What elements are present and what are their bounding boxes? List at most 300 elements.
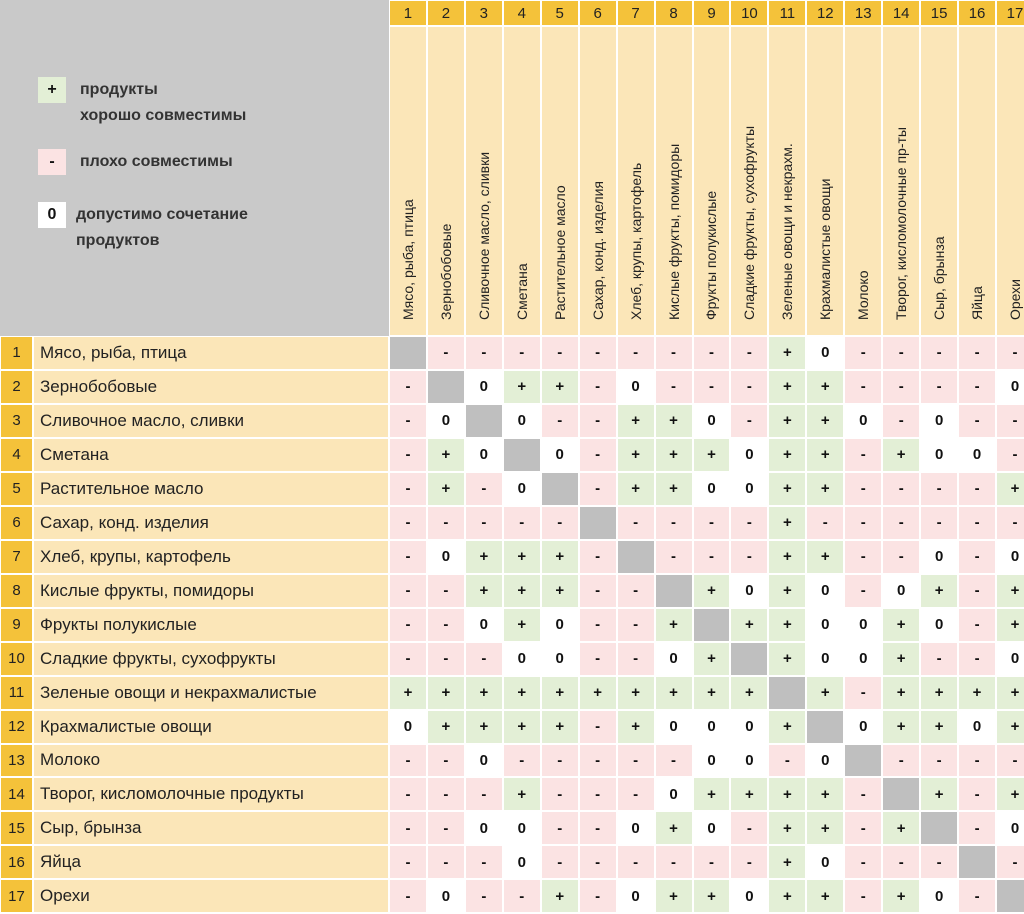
compatibility-cell: -	[428, 575, 464, 607]
compatibility-cell: -	[580, 778, 616, 810]
compatibility-cell: 0	[731, 880, 767, 912]
compatibility-cell: +	[807, 371, 843, 403]
compatibility-cell: -	[959, 575, 995, 607]
row-number: 15	[1, 812, 32, 844]
compatibility-cell: 0	[807, 643, 843, 675]
column-number: 8	[656, 1, 692, 25]
compatibility-cell: -	[845, 778, 881, 810]
diagonal-cell	[959, 846, 995, 878]
row-number: 6	[1, 507, 32, 539]
row-label: Кислые фрукты, помидоры	[34, 575, 388, 607]
row-label: Молоко	[34, 745, 388, 777]
compatibility-cell: -	[618, 337, 654, 369]
compatibility-cell: -	[694, 846, 730, 878]
compatibility-cell: -	[466, 337, 502, 369]
compatibility-cell: -	[845, 541, 881, 573]
compatibility-cell: -	[921, 371, 957, 403]
compatibility-cell: -	[694, 541, 730, 573]
compatibility-cell: +	[921, 778, 957, 810]
compatibility-cell: 0	[731, 575, 767, 607]
compatibility-cell: +	[466, 677, 502, 709]
compatibility-cell: +	[883, 439, 919, 471]
row-label: Сладкие фрукты, сухофрукты	[34, 643, 388, 675]
column-number: 10	[731, 1, 767, 25]
column-number: 9	[694, 1, 730, 25]
compatibility-cell: -	[390, 439, 426, 471]
compatibility-cell: +	[694, 643, 730, 675]
compatibility-cell: -	[921, 846, 957, 878]
diagonal-cell	[504, 439, 540, 471]
compatibility-cell: -	[542, 507, 578, 539]
compatibility-cell: +	[542, 575, 578, 607]
compatibility-cell: -	[542, 846, 578, 878]
column-number: 12	[807, 1, 843, 25]
compatibility-cell: +	[504, 609, 540, 641]
compatibility-cell: 0	[618, 812, 654, 844]
diagonal-cell	[921, 812, 957, 844]
column-header-label: Сахар, конд. изделия	[589, 181, 606, 320]
compatibility-cell: 0	[428, 405, 464, 437]
compatibility-cell: -	[883, 371, 919, 403]
column-header	[731, 27, 767, 335]
compatibility-cell: -	[959, 880, 995, 912]
compatibility-cell: +	[504, 711, 540, 743]
compatibility-cell: -	[997, 846, 1024, 878]
compatibility-cell: 0	[694, 473, 730, 505]
compatibility-cell: +	[807, 880, 843, 912]
compatibility-cell: -	[959, 405, 995, 437]
compatibility-cell: -	[504, 337, 540, 369]
row-label: Хлеб, крупы, картофель	[34, 541, 388, 573]
compatibility-cell: +	[769, 371, 805, 403]
compatibility-cell: 0	[694, 405, 730, 437]
compatibility-cell: +	[656, 880, 692, 912]
compatibility-cell: -	[618, 609, 654, 641]
compatibility-cell: -	[390, 745, 426, 777]
compatibility-cell: -	[883, 846, 919, 878]
row-number: 2	[1, 371, 32, 403]
compatibility-cell: -	[959, 609, 995, 641]
legend-plus	[38, 77, 246, 129]
column-header	[618, 27, 654, 335]
compatibility-cell: 0	[845, 711, 881, 743]
compatibility-cell: 0	[694, 745, 730, 777]
compatibility-cell: -	[504, 507, 540, 539]
compatibility-cell: -	[769, 745, 805, 777]
compatibility-cell: -	[883, 337, 919, 369]
compatibility-cell: +	[883, 643, 919, 675]
column-header-label: Крахмалистые овощи	[817, 178, 834, 320]
column-number: 7	[618, 1, 654, 25]
compatibility-cell: -	[428, 507, 464, 539]
compatibility-cell: -	[921, 507, 957, 539]
compatibility-cell: 0	[883, 575, 919, 607]
compatibility-cell: +	[769, 541, 805, 573]
column-number: 11	[769, 1, 805, 25]
row-label: Орехи	[34, 880, 388, 912]
compatibility-cell: -	[997, 337, 1024, 369]
compatibility-cell: 0	[694, 711, 730, 743]
column-header-label: Фрукты полукислые	[703, 190, 720, 320]
compatibility-cell: +	[769, 337, 805, 369]
compatibility-cell: -	[390, 507, 426, 539]
compatibility-cell: +	[997, 609, 1024, 641]
compatibility-cell: -	[580, 541, 616, 573]
column-number: 4	[504, 1, 540, 25]
compatibility-cell: +	[883, 812, 919, 844]
compatibility-cell: +	[731, 609, 767, 641]
compatibility-cell: +	[542, 371, 578, 403]
compatibility-cell: -	[542, 812, 578, 844]
compatibility-cell: +	[807, 473, 843, 505]
column-header-label: Сметана	[513, 263, 530, 320]
compatibility-cell: 0	[466, 439, 502, 471]
compatibility-cell: +	[466, 711, 502, 743]
compatibility-cell: -	[731, 846, 767, 878]
compatibility-cell: +	[997, 575, 1024, 607]
compatibility-cell: -	[959, 745, 995, 777]
column-number: 13	[845, 1, 881, 25]
row-number: 10	[1, 643, 32, 675]
compatibility-cell: +	[769, 609, 805, 641]
compatibility-cell: -	[883, 507, 919, 539]
row-number: 8	[1, 575, 32, 607]
column-number: 5	[542, 1, 578, 25]
compatibility-cell: +	[504, 677, 540, 709]
compatibility-cell: -	[921, 745, 957, 777]
compatibility-cell: +	[694, 575, 730, 607]
row-label: Яйца	[34, 846, 388, 878]
compatibility-cell: -	[580, 337, 616, 369]
compatibility-cell: -	[731, 541, 767, 573]
row-label: Сливочное масло, сливки	[34, 405, 388, 437]
compatibility-cell: +	[656, 812, 692, 844]
column-header-label: Творог, кисломолочные пр-ты	[893, 127, 910, 320]
compatibility-cell: 0	[466, 745, 502, 777]
compatibility-cell: 0	[694, 812, 730, 844]
compatibility-cell: +	[769, 473, 805, 505]
compatibility-cell: +	[466, 541, 502, 573]
compatibility-cell: -	[883, 405, 919, 437]
compatibility-cell: -	[618, 575, 654, 607]
compatibility-cell: 0	[466, 812, 502, 844]
compatibility-cell: -	[466, 643, 502, 675]
compatibility-cell: +	[504, 541, 540, 573]
diagonal-cell	[390, 337, 426, 369]
column-header-label: Кислые фрукты, помидоры	[665, 143, 682, 320]
compatibility-cell: -	[883, 473, 919, 505]
compatibility-cell: -	[580, 609, 616, 641]
compatibility-cell: -	[390, 405, 426, 437]
compatibility-cell: +	[542, 711, 578, 743]
legend-minus-swatch: -	[38, 149, 66, 175]
column-header	[428, 27, 464, 335]
compatibility-cell: 0	[504, 643, 540, 675]
row-number: 13	[1, 745, 32, 777]
compatibility-cell: -	[390, 371, 426, 403]
compatibility-cell: -	[428, 778, 464, 810]
column-header	[656, 27, 692, 335]
compatibility-cell: -	[731, 507, 767, 539]
compatibility-cell: -	[504, 745, 540, 777]
compatibility-cell: -	[959, 778, 995, 810]
compatibility-cell: 0	[997, 371, 1024, 403]
compatibility-cell: -	[656, 507, 692, 539]
compatibility-cell: -	[997, 507, 1024, 539]
row-label: Зеленые овощи и некрахмалистые	[34, 677, 388, 709]
diagonal-cell	[883, 778, 919, 810]
compatibility-cell: -	[580, 575, 616, 607]
compatibility-cell: -	[390, 643, 426, 675]
compatibility-cell: +	[618, 439, 654, 471]
diagonal-cell	[428, 371, 464, 403]
legend-minus	[38, 149, 233, 175]
column-number: 15	[921, 1, 957, 25]
compatibility-cell: +	[997, 473, 1024, 505]
compatibility-cell: -	[921, 473, 957, 505]
legend-zero	[38, 202, 248, 254]
compatibility-cell: +	[694, 677, 730, 709]
compatibility-cell: 0	[845, 405, 881, 437]
row-label: Сахар, конд. изделия	[34, 507, 388, 539]
column-header	[845, 27, 881, 335]
compatibility-cell: +	[504, 778, 540, 810]
compatibility-cell: +	[618, 405, 654, 437]
compatibility-cell: 0	[618, 880, 654, 912]
compatibility-cell: 0	[542, 609, 578, 641]
compatibility-cell: -	[845, 812, 881, 844]
compatibility-cell: 0	[390, 711, 426, 743]
compatibility-cell: +	[807, 439, 843, 471]
compatibility-cell: -	[466, 880, 502, 912]
diagonal-cell	[656, 575, 692, 607]
compatibility-cell: -	[959, 507, 995, 539]
compatibility-cell: -	[390, 609, 426, 641]
compatibility-cell: 0	[959, 711, 995, 743]
row-number: 11	[1, 677, 32, 709]
compatibility-cell: +	[504, 575, 540, 607]
diagonal-cell	[580, 507, 616, 539]
compatibility-cell: -	[656, 541, 692, 573]
compatibility-cell: -	[466, 507, 502, 539]
compatibility-cell: -	[656, 846, 692, 878]
compatibility-cell: +	[921, 575, 957, 607]
compatibility-cell: +	[428, 677, 464, 709]
compatibility-cell: -	[580, 812, 616, 844]
compatibility-cell: -	[390, 812, 426, 844]
compatibility-cell: -	[466, 473, 502, 505]
compatibility-cell: -	[618, 507, 654, 539]
compatibility-cell: +	[769, 812, 805, 844]
compatibility-cell: +	[807, 778, 843, 810]
compatibility-cell: 0	[656, 778, 692, 810]
diagonal-cell	[997, 880, 1024, 912]
diagonal-cell	[845, 745, 881, 777]
compatibility-cell: +	[883, 609, 919, 641]
compatibility-cell: -	[580, 711, 616, 743]
compatibility-cell: 0	[997, 643, 1024, 675]
column-number: 2	[428, 1, 464, 25]
compatibility-cell: +	[807, 405, 843, 437]
row-label: Зернобобовые	[34, 371, 388, 403]
compatibility-cell: 0	[542, 643, 578, 675]
legend-zero-swatch: 0	[38, 202, 66, 228]
row-number: 1	[1, 337, 32, 369]
compatibility-cell: +	[769, 880, 805, 912]
compatibility-cell: -	[959, 812, 995, 844]
row-number: 16	[1, 846, 32, 878]
column-header	[769, 27, 805, 335]
compatibility-cell: 0	[542, 439, 578, 471]
compatibility-cell: +	[618, 473, 654, 505]
row-label: Сыр, брынза	[34, 812, 388, 844]
compatibility-cell: 0	[656, 711, 692, 743]
compatibility-cell: -	[542, 778, 578, 810]
compatibility-cell: -	[731, 337, 767, 369]
row-number: 5	[1, 473, 32, 505]
compatibility-cell: -	[580, 643, 616, 675]
compatibility-cell: 0	[921, 439, 957, 471]
compatibility-cell: 0	[997, 812, 1024, 844]
compatibility-cell: -	[580, 880, 616, 912]
row-label: Сметана	[34, 439, 388, 471]
compatibility-cell: -	[845, 337, 881, 369]
row-number: 4	[1, 439, 32, 471]
compatibility-cell: -	[731, 405, 767, 437]
compatibility-cell: 0	[731, 439, 767, 471]
compatibility-cell: 0	[921, 609, 957, 641]
compatibility-cell: -	[390, 778, 426, 810]
compatibility-cell: +	[769, 507, 805, 539]
row-label: Растительное масло	[34, 473, 388, 505]
column-header-label: Орехи	[1007, 279, 1023, 320]
compatibility-cell: -	[542, 405, 578, 437]
compatibility-cell: 0	[428, 880, 464, 912]
compatibility-cell: -	[428, 643, 464, 675]
compatibility-cell: +	[883, 880, 919, 912]
compatibility-cell: -	[466, 778, 502, 810]
compatibility-cell: -	[959, 541, 995, 573]
compatibility-cell: 0	[656, 643, 692, 675]
column-number: 6	[580, 1, 616, 25]
compatibility-cell: -	[542, 745, 578, 777]
compatibility-cell: 0	[921, 541, 957, 573]
compatibility-cell: -	[959, 337, 995, 369]
compatibility-cell: +	[656, 405, 692, 437]
compatibility-cell: -	[731, 371, 767, 403]
compatibility-cell: +	[769, 846, 805, 878]
compatibility-cell: +	[504, 371, 540, 403]
compatibility-cell: -	[845, 473, 881, 505]
compatibility-cell: -	[580, 745, 616, 777]
legend-plus-line2: хорошо совместимы	[80, 107, 247, 124]
legend-plus-line1: продукты	[80, 81, 158, 98]
compatibility-cell: +	[618, 677, 654, 709]
compatibility-cell: 0	[504, 846, 540, 878]
compatibility-cell: -	[580, 405, 616, 437]
column-number: 1	[390, 1, 426, 25]
compatibility-cell: +	[428, 439, 464, 471]
compatibility-cell: 0	[807, 575, 843, 607]
compatibility-cell: 0	[845, 609, 881, 641]
column-header	[883, 27, 919, 335]
column-header-label: Яйца	[969, 286, 986, 320]
compatibility-cell: -	[656, 745, 692, 777]
compatibility-cell: +	[542, 677, 578, 709]
compatibility-cell: +	[807, 541, 843, 573]
compatibility-cell: -	[580, 473, 616, 505]
legend-minus-line1: плохо совместимы	[80, 153, 233, 170]
compatibility-cell: +	[731, 778, 767, 810]
compatibility-cell: +	[769, 405, 805, 437]
compatibility-cell: -	[845, 880, 881, 912]
compatibility-cell: 0	[921, 880, 957, 912]
compatibility-cell: -	[731, 812, 767, 844]
compatibility-cell: 0	[997, 541, 1024, 573]
diagonal-cell	[542, 473, 578, 505]
compatibility-cell: -	[959, 473, 995, 505]
column-number: 17	[997, 1, 1024, 25]
compatibility-cell: 0	[807, 609, 843, 641]
column-header-label: Зернобобовые	[437, 223, 454, 320]
diagonal-cell	[769, 677, 805, 709]
column-header	[807, 27, 843, 335]
column-header	[504, 27, 540, 335]
compatibility-cell: -	[997, 439, 1024, 471]
row-number: 12	[1, 711, 32, 743]
row-label: Крахмалистые овощи	[34, 711, 388, 743]
compatibility-cell: +	[580, 677, 616, 709]
row-label: Мясо, рыба, птица	[34, 337, 388, 369]
compatibility-cell: 0	[466, 609, 502, 641]
compatibility-cell: -	[845, 439, 881, 471]
column-header	[921, 27, 957, 335]
compatibility-cell: +	[656, 677, 692, 709]
compatibility-cell: +	[807, 677, 843, 709]
compatibility-cell: 0	[504, 405, 540, 437]
compatibility-cell: +	[428, 711, 464, 743]
column-header-label: Зеленые овощи и некрахм.	[779, 143, 796, 320]
compatibility-cell: -	[542, 337, 578, 369]
compatibility-cell: -	[618, 745, 654, 777]
column-header-label: Мясо, рыба, птица	[399, 199, 416, 320]
compatibility-cell: -	[959, 371, 995, 403]
compatibility-cell: -	[504, 880, 540, 912]
compatibility-cell: 0	[504, 812, 540, 844]
compatibility-cell: -	[466, 846, 502, 878]
column-header	[997, 27, 1024, 335]
compatibility-cell: +	[390, 677, 426, 709]
compatibility-cell: 0	[921, 405, 957, 437]
compatibility-cell: +	[997, 778, 1024, 810]
legend-zero-line2: продуктов	[76, 232, 160, 249]
compatibility-cell: -	[428, 609, 464, 641]
compatibility-cell: 0	[807, 745, 843, 777]
compatibility-cell: +	[694, 439, 730, 471]
compatibility-cell: +	[542, 880, 578, 912]
compatibility-cell: +	[694, 778, 730, 810]
compatibility-cell: 0	[807, 846, 843, 878]
compatibility-cell: -	[845, 575, 881, 607]
compatibility-cell: +	[769, 643, 805, 675]
column-header	[694, 27, 730, 335]
compatibility-cell: -	[428, 745, 464, 777]
column-header	[580, 27, 616, 335]
compatibility-cell: -	[845, 507, 881, 539]
column-header-label: Растительное масло	[551, 185, 568, 320]
row-label: Фрукты полукислые	[34, 609, 388, 641]
compatibility-cell: +	[769, 711, 805, 743]
